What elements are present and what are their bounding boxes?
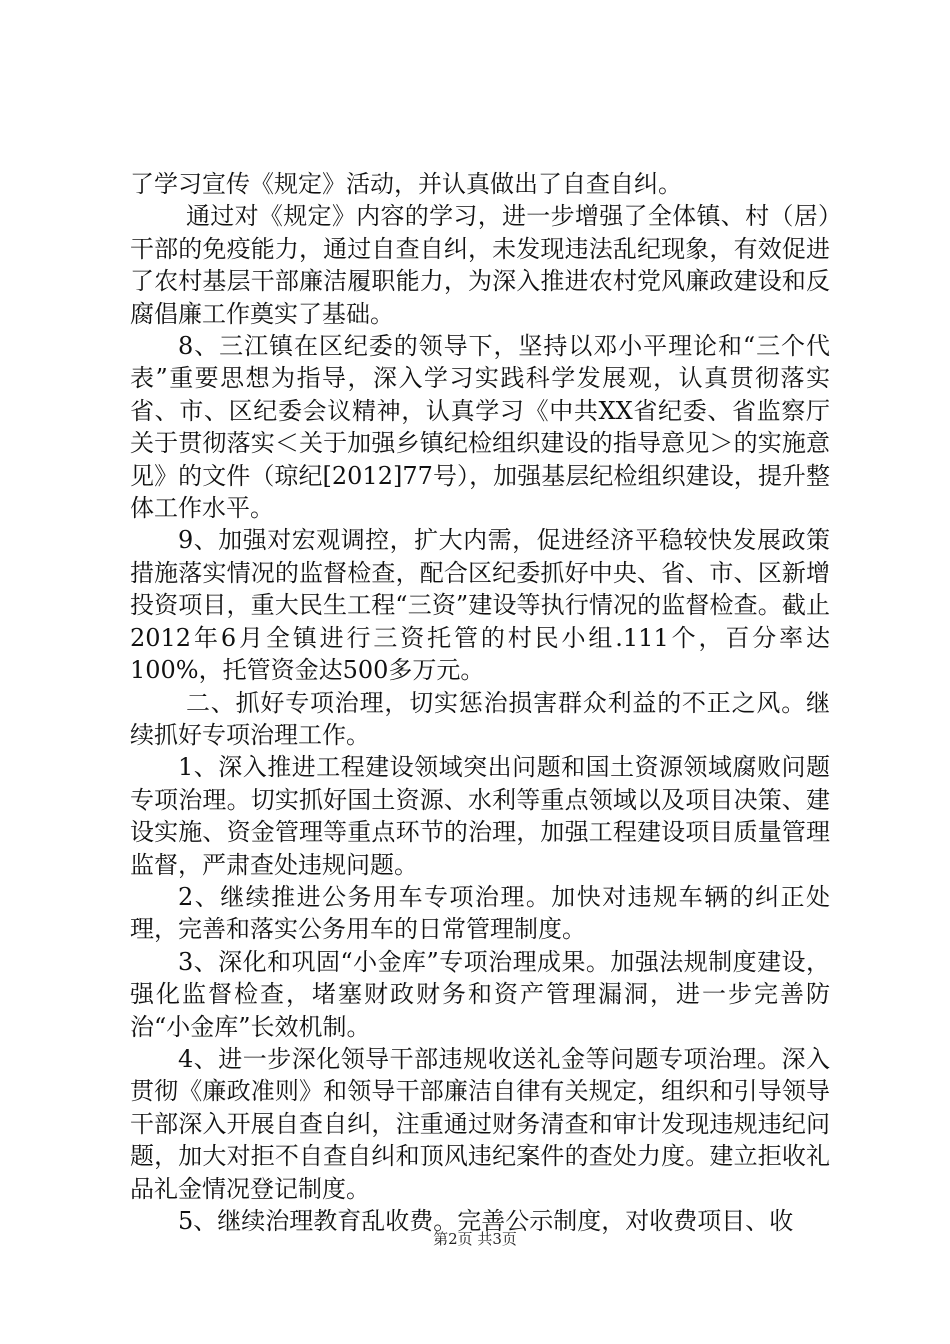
- section-heading-2: 二、抓好专项治理，切实惩治损害群众利益的不正之风。继续抓好专项治理工作。: [130, 688, 830, 749]
- paragraph-item-1: 1、深入推进工程建设领域突出问题和国土资源领域腐败问题专项治理。切实抓好国土资源、水利等重点领域以及项目决策、建设实施、资金管理等重点环节的治理，加强工程建设项目质量管理监督，严肃查处违规问题。: [130, 753, 830, 879]
- paragraph-item-2: 2、继续推进公务用车专项治理。加快对违规车辆的纠正处理，完善和落实公务用车的日常管理制度。: [130, 882, 830, 944]
- paragraph-item-8: 8、三江镇在区纪委的领导下，坚持以邓小平理论和“三个代表”重要思想为指导，深入学习实践科学发展观，认真贯彻落实省、市、区纪委会议精神，认真学习《中共XX省纪委、省监察厅关于贯彻落实＜关于加强乡镇纪检组织建设的指导意见＞的实施意见》的文件（琼纪[2012]77号），加强基层纪检组织建设，提升整体工作水平。: [130, 332, 830, 523]
- page-footer: 第2页 共3页: [433, 1230, 517, 1248]
- paragraph-item-4: 4、进一步深化领导干部违规收送礼金等问题专项治理。深入贯彻《廉政准则》和领导干部廉洁自律有关规定，组织和引导领导干部深入开展自查自纠，注重通过财务清查和审计发现违规违纪问题，加大对拒不自查自纠和顶风违纪案件的查处力度。建立拒收礼品礼金情况登记制度。: [130, 1044, 830, 1203]
- document-body: [130, 168, 830, 1237]
- paragraph-continuation: 了学习宣传《规定》活动，并认真做出了自查自纠。: [130, 170, 682, 198]
- paragraph-item-5: 5、继续治理教育乱收费。完善公示制度，对收费项目、收: [178, 1207, 794, 1235]
- paragraph-item-9: 9、加强对宏观调控，扩大内需，促进经济平稳较快发展政策措施落实情况的监督检查，配合区纪委抓好中央、省、市、区新增投资项目，重大民生工程“三资”建设等执行情况的监督检查。截止2012年6月全镇进行三资托管的村民小组.111个，百分率达100%，托管资金达500多万元。: [130, 526, 830, 685]
- paragraph-study-effect: 通过对《规定》内容的学习，进一步增强了全体镇、村（居）干部的免疫能力，通过自查自纠，未发现违法乱纪现象，有效促进了农村基层干部廉洁履职能力，为深入推进农村党风廉政建设和反腐倡廉工作奠实了基础。: [130, 202, 830, 328]
- paragraph-item-3: 3、深化和巩固“小金库”专项治理成果。加强法规制度建设，强化监督检查，堵塞财政财务和资产管理漏洞，进一步完善防治“小金库”长效机制。: [130, 947, 830, 1041]
